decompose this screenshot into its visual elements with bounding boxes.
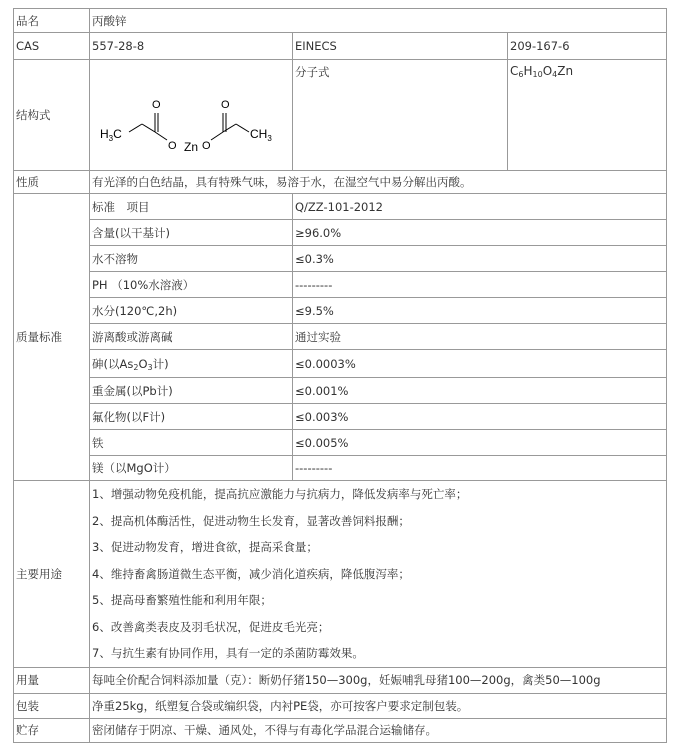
quality-row	[14, 350, 667, 378]
quality-row	[14, 430, 667, 456]
quality-row	[14, 378, 667, 404]
structure-drawing-cell	[90, 60, 293, 171]
quality-label: 质量标准	[14, 194, 90, 481]
usage-label: 主要用途	[14, 481, 90, 668]
quality-row	[14, 220, 667, 246]
structure-label: 结构式	[14, 60, 90, 171]
package-value: 净重25kg，纸塑复合袋或编织袋，内衬PE袋，亦可按客户要求定制包装。	[90, 693, 667, 718]
quality-standard-header: Q/ZZ-101-2012	[293, 194, 667, 220]
quality-item-value: ≤9.5%	[293, 298, 667, 324]
svg-text:Zn: Zn	[184, 140, 199, 154]
structure-row	[14, 60, 667, 171]
property-row	[14, 171, 667, 194]
einecs-label: EINECS	[293, 33, 508, 60]
name-row	[14, 9, 667, 33]
quality-item-name: 砷(以$As_2O_3$计)	[90, 350, 293, 378]
dosage-row	[14, 667, 667, 693]
quality-row	[14, 272, 667, 298]
quality-header-row	[14, 194, 667, 220]
quality-item-name: 含量(以干基计)	[90, 220, 293, 246]
cas-value: 557-28-8	[90, 33, 293, 60]
svg-text:O: O	[152, 99, 161, 111]
quality-item-value: ≤0.001%	[293, 378, 667, 404]
usage-item: 4、维持畜禽肠道微生态平衡，减少消化道疾病，降低腹泻率；	[92, 566, 410, 581]
name-value: 丙酸锌	[90, 9, 667, 33]
quality-row	[14, 456, 667, 481]
property-value: 有光泽的白色结晶，具有特殊气味，易溶于水，在湿空气中易分解出丙酸。	[90, 171, 667, 194]
zinc-propionate-structure-image	[92, 62, 288, 168]
storage-row	[14, 718, 667, 742]
svg-text:O: O	[202, 140, 211, 152]
quality-item-name: 铁	[90, 430, 293, 456]
quality-item-value: ≤0.003%	[293, 404, 667, 430]
property-label: 性质	[14, 171, 90, 194]
quality-item-name: 镁（以MgO计）	[90, 456, 293, 481]
quality-item-header: 标准 项目	[90, 194, 293, 220]
package-row	[14, 693, 667, 718]
quality-item-value: ---------	[293, 456, 667, 481]
storage-label: 贮存	[14, 718, 90, 742]
quality-row	[14, 246, 667, 272]
usage-row	[14, 481, 667, 668]
quality-item-value: 通过实验	[293, 324, 667, 350]
quality-item-value: ≥96.0%	[293, 220, 667, 246]
quality-item-name: 水分(120℃,2h)	[90, 298, 293, 324]
usage-item: 1、增强动物免疫机能，提高抗应激能力与抗病力，降低发病率与死亡率；	[92, 487, 468, 501]
svg-text:CH3: $CH_3$	[250, 127, 272, 143]
quality-row	[14, 404, 667, 430]
formula-value: $C_6H_{10}O_4Zn$	[508, 60, 667, 171]
product-spec-table	[13, 8, 667, 743]
package-label: 包装	[14, 693, 90, 718]
usage-item: 5、提高母畜繁殖性能和利用年限；	[92, 593, 272, 607]
cas-label: CAS	[14, 33, 90, 60]
usage-item: 7、与抗生素有协同作用，具有一定的杀菌防霉效果。	[92, 646, 364, 660]
formula-label: 分子式	[293, 60, 508, 171]
quality-item-name: 氟化物(以F计)	[90, 404, 293, 430]
usage-item: 6、改善禽类表皮及羽毛状况，促进皮毛光亮；	[92, 619, 330, 634]
dosage-value: 每吨全价配合饲料添加量（克）：断奶仔猪150—300g，妊娠哺乳母猪100—200g，禽类50—100g	[90, 667, 667, 693]
quality-item-value: ≤0.005%	[293, 430, 667, 456]
quality-item-value: ≤0.3%	[293, 246, 667, 272]
usage-item: 3、促进动物发育，增进食欲，提高采食量；	[92, 540, 318, 554]
quality-item-name: 重金属(以Pb计)	[90, 378, 293, 404]
name-label: 品名	[14, 9, 90, 33]
quality-item-value: ---------	[293, 272, 667, 298]
quality-item-name: PH （10%水溶液）	[90, 272, 293, 298]
quality-item-value: ≤0.0003%	[293, 350, 667, 378]
quality-item-name: 游离酸或游离碱	[90, 324, 293, 350]
quality-row	[14, 324, 667, 350]
usage-item: 2、提高机体酶活性，促进动物生长发育，显著改善饲料报酬；	[92, 513, 410, 528]
svg-text:H3C: $H_3C$	[100, 127, 122, 143]
quality-item-name: 水不溶物	[90, 246, 293, 272]
dosage-label: 用量	[14, 667, 90, 693]
usage-list	[92, 481, 664, 667]
usage-list-cell	[90, 481, 667, 668]
quality-row	[14, 298, 667, 324]
storage-value: 密闭储存于阴凉、干燥、通风处，不得与有毒化学品混合运输储存。	[90, 718, 667, 742]
svg-text:O: O	[221, 99, 230, 111]
svg-text:O: O	[168, 140, 177, 152]
einecs-value: 209-167-6	[508, 33, 667, 60]
cas-row	[14, 33, 667, 60]
